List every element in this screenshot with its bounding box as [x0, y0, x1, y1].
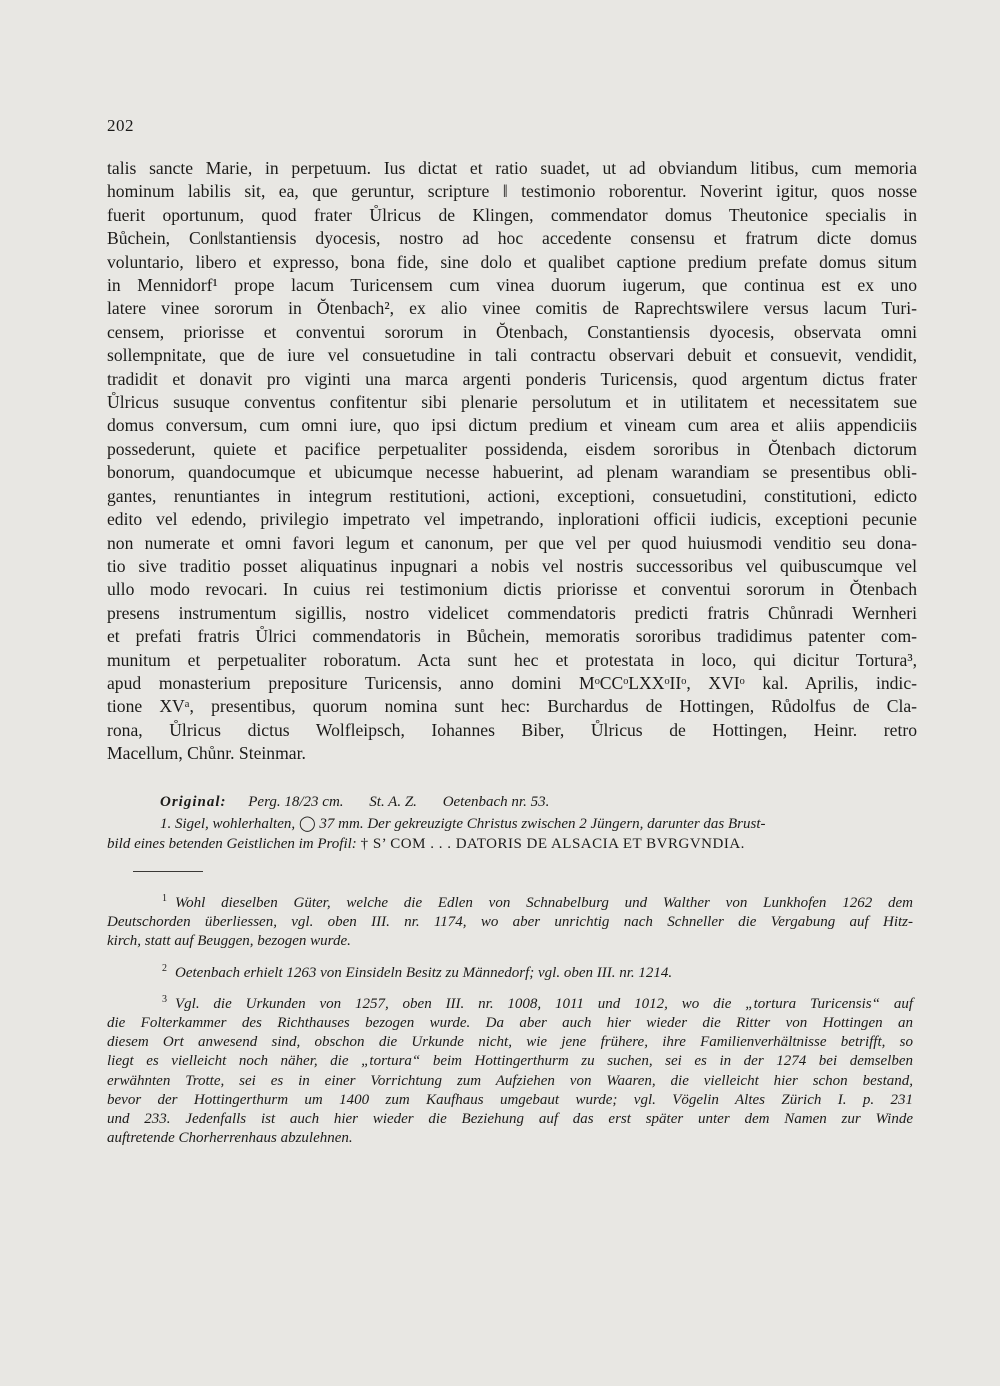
footnote-line: diesem Ort anwesend sind, obschon die Urkunde nicht, wie jene frühere, ihre Familienverhältnisse betrifft, so	[107, 1034, 913, 1051]
text-line: edito vel edendo, privilegio impetrato vel impetrando, inplorationi officii iudicis, exceptioni pecunie	[107, 509, 917, 530]
footnote-line: Deutschorden überliessen, vgl. oben III. nr. 1174, wo aber unrichtig nach Schneller die Vergabung auf Hitz-	[107, 914, 913, 931]
original-source-note	[160, 792, 920, 812]
footnote-number: 1	[162, 893, 167, 904]
text-line: tradidit et donavit pro viginti una marca argenti ponderis Turicensis, quod argentum dictus frater	[107, 368, 917, 389]
footnote-text: Wohl dieselben Güter, welche die Edlen von Schnabelburg und Walther von Lunkhofen 1262 dem	[175, 895, 913, 911]
text-line: domus conversum, cum omni iure, quo ipsi dictum predium et vineam cum area et aliis appendiciis	[107, 415, 917, 436]
footnote-line: bevor der Hottingerthurm um 1400 zum Kaufhaus umgebaut wurde; vgl. Vögelin Altes Zürich I. p. 231	[107, 1091, 913, 1108]
footnote-text: Oetenbach erhielt 1263 von Einsideln Besitz zu Männedorf; vgl. oben III. nr. 1214.	[175, 964, 673, 981]
text-line: bonorum, quandocumque et ubicumque necesse habuerint, ad plenam warandiam se presentibus obli-	[107, 462, 917, 483]
footnote-divider	[133, 871, 203, 872]
seal-legend: † S’ COM . . . DATORIS DE ALSACIA ET BVRGVNDIA.	[360, 836, 745, 852]
text-line: censem, priorisse et conventui sororum in Ŏtenbach, Constantiensis dyocesis, observata omni	[107, 321, 917, 342]
text-line: in Mennidorf¹ prope lacum Turicensem cum vinea duorum iugerum, que continua est ex uno	[107, 275, 917, 296]
text-line: et prefati fratris Ůlrici commendatoris in Bůchein, memoratis sororibus tradidimus patenter com-	[107, 626, 917, 647]
seal-line	[107, 834, 887, 854]
footnote-line	[107, 889, 913, 913]
text-line: munitum et perpetualiter roboratum. Acta sunt hec et protestata in loco, qui dicitur Tortura³,	[107, 649, 917, 670]
footnotes	[107, 889, 913, 1155]
text-line: rona, Ůlricus dictus Wolfleipsch, Iohannes Biber, Ůlricus de Hottingen, Heinr. retro	[107, 719, 917, 740]
footnote-number: 2	[162, 962, 167, 974]
text-line: tio sive traditio posset aliquatinus inpugnari a nobis vel nostris successoribus vel quibuscumque vel	[107, 555, 917, 576]
text-line: non numerate et omni favori legum et canonum, per que vel per quod huiusmodi venditio seu dona-	[107, 532, 917, 553]
text-line: gantes, renuntiantes in integrum restitutioni, actioni, exceptioni, consuetudini, constitutioni, edicto	[107, 485, 917, 506]
original-label: Original:	[160, 794, 227, 810]
footnote-line: liegt es vielleicht noch näher, die „tortura“ beim Hottingerthurm zu suchen, sei es in der 1274 bei demselben	[107, 1053, 913, 1070]
text-line: presens instrumentum sigillis, nostro videlicet commendatoris predicti fratris Chůnradi Wernheri	[107, 602, 917, 623]
text-line: voluntario, libero et expresso, bona fide, sine dolo et qualibet captione predium prefate domus situm	[107, 251, 917, 272]
text-line: tione XVᵃ, presentibus, quorum nomina sunt hec: Burchardus de Hottingen, Růdolfus de Cla-	[107, 696, 917, 717]
original-fonds: Oetenbach nr. 53.	[442, 794, 550, 810]
text-line: fuerit oportunum, quod frater Ůlricus de Klingen, commendator domus Theutonice specialis in	[107, 204, 917, 225]
text-line: talis sancte Marie, in perpetuum. Ius dictat et ratio suadet, ut ad obviandum litibus, cum memoria	[107, 158, 917, 178]
footnote-line: die Folterkammer des Richthauses bezogen wurde. Da aber auch hier wieder die Ritter von Hottingen an	[107, 1015, 913, 1032]
original-archive: St. A. Z.	[369, 794, 417, 810]
seal-line-text: bild eines betenden Geistlichen im Profil:	[107, 836, 357, 852]
charter-text	[107, 157, 917, 766]
text-line: hominum labilis sit, ea, que geruntur, scripture ‖ testimonio roborentur. Noverint igitur, quos nosse	[107, 181, 917, 202]
footnote-line	[107, 990, 913, 1014]
footnote-line: kirch, statt auf Beuggen, bezogen wurde.	[107, 933, 351, 950]
text-line: Bůchein, Con‖stantiensis dyocesis, nostro ad hoc accedente consensu et fratrum dicte domus	[107, 228, 917, 249]
text-line: apud monasterium prepositure Turicensis, anno domini MᵒCCᵒLXXᵒIIᵒ, XVIᵒ kal. Aprilis, indic-	[107, 672, 917, 693]
footnote-line	[107, 959, 913, 983]
footnote	[107, 889, 913, 952]
footnote-text: Vgl. die Urkunden von 1257, oben III. nr. 1008, 1011 und 1012, wo die „tortura Turicensis“ auf	[175, 995, 913, 1012]
text-line: ullo modo revocari. In cuius rei testimonium dictis priorisse et conventui sororum in Ŏtenbach	[107, 579, 917, 600]
text-line: possederunt, quiete et pacifice perpetualiter possidenda, eisdem sororibus in Ŏtenbach dictorum	[107, 438, 917, 459]
text-line: Ůlricus susuque conventus confitentur sibi plenarie persolutum et in utilitatem et necessitatem sue	[107, 392, 917, 413]
footnote-line: und 233. Jedenfalls ist auch hier wieder die Beziehung auf das erst später unter dem Namen zur Winde	[107, 1111, 913, 1128]
seal-line: 1. Sigel, wohlerhalten, ◯ 37 mm. Der gekreuzigte Christus zwischen 2 Jüngern, darunter das Brust-	[160, 816, 766, 832]
footnote-number: 3	[162, 993, 167, 1005]
footnote	[107, 990, 913, 1149]
footnote-line: erwähnten Trotte, sei es in einer Vorrichtung zum Aufziehen von Waaren, die vielleicht hier schon bestand,	[107, 1072, 913, 1089]
text-line: latere vinee sororum in Ŏtenbach², ex alio vinee comitis de Raprechtswilere versus lacum Turi-	[107, 298, 917, 319]
text-line: Macellum, Chůnr. Steinmar.	[107, 743, 306, 764]
original-material: Perg. 18/23 cm.	[248, 794, 344, 810]
footnote-line: auftretende Chorherrenhaus abzulehnen.	[107, 1130, 353, 1147]
text-line: sollempnitate, que de iure vel consuetudine in tali contractu observari debuit et consuevit, vendidit,	[107, 345, 917, 366]
footnote	[107, 959, 913, 983]
page-number: 202	[107, 116, 134, 135]
seal-description	[107, 814, 887, 854]
